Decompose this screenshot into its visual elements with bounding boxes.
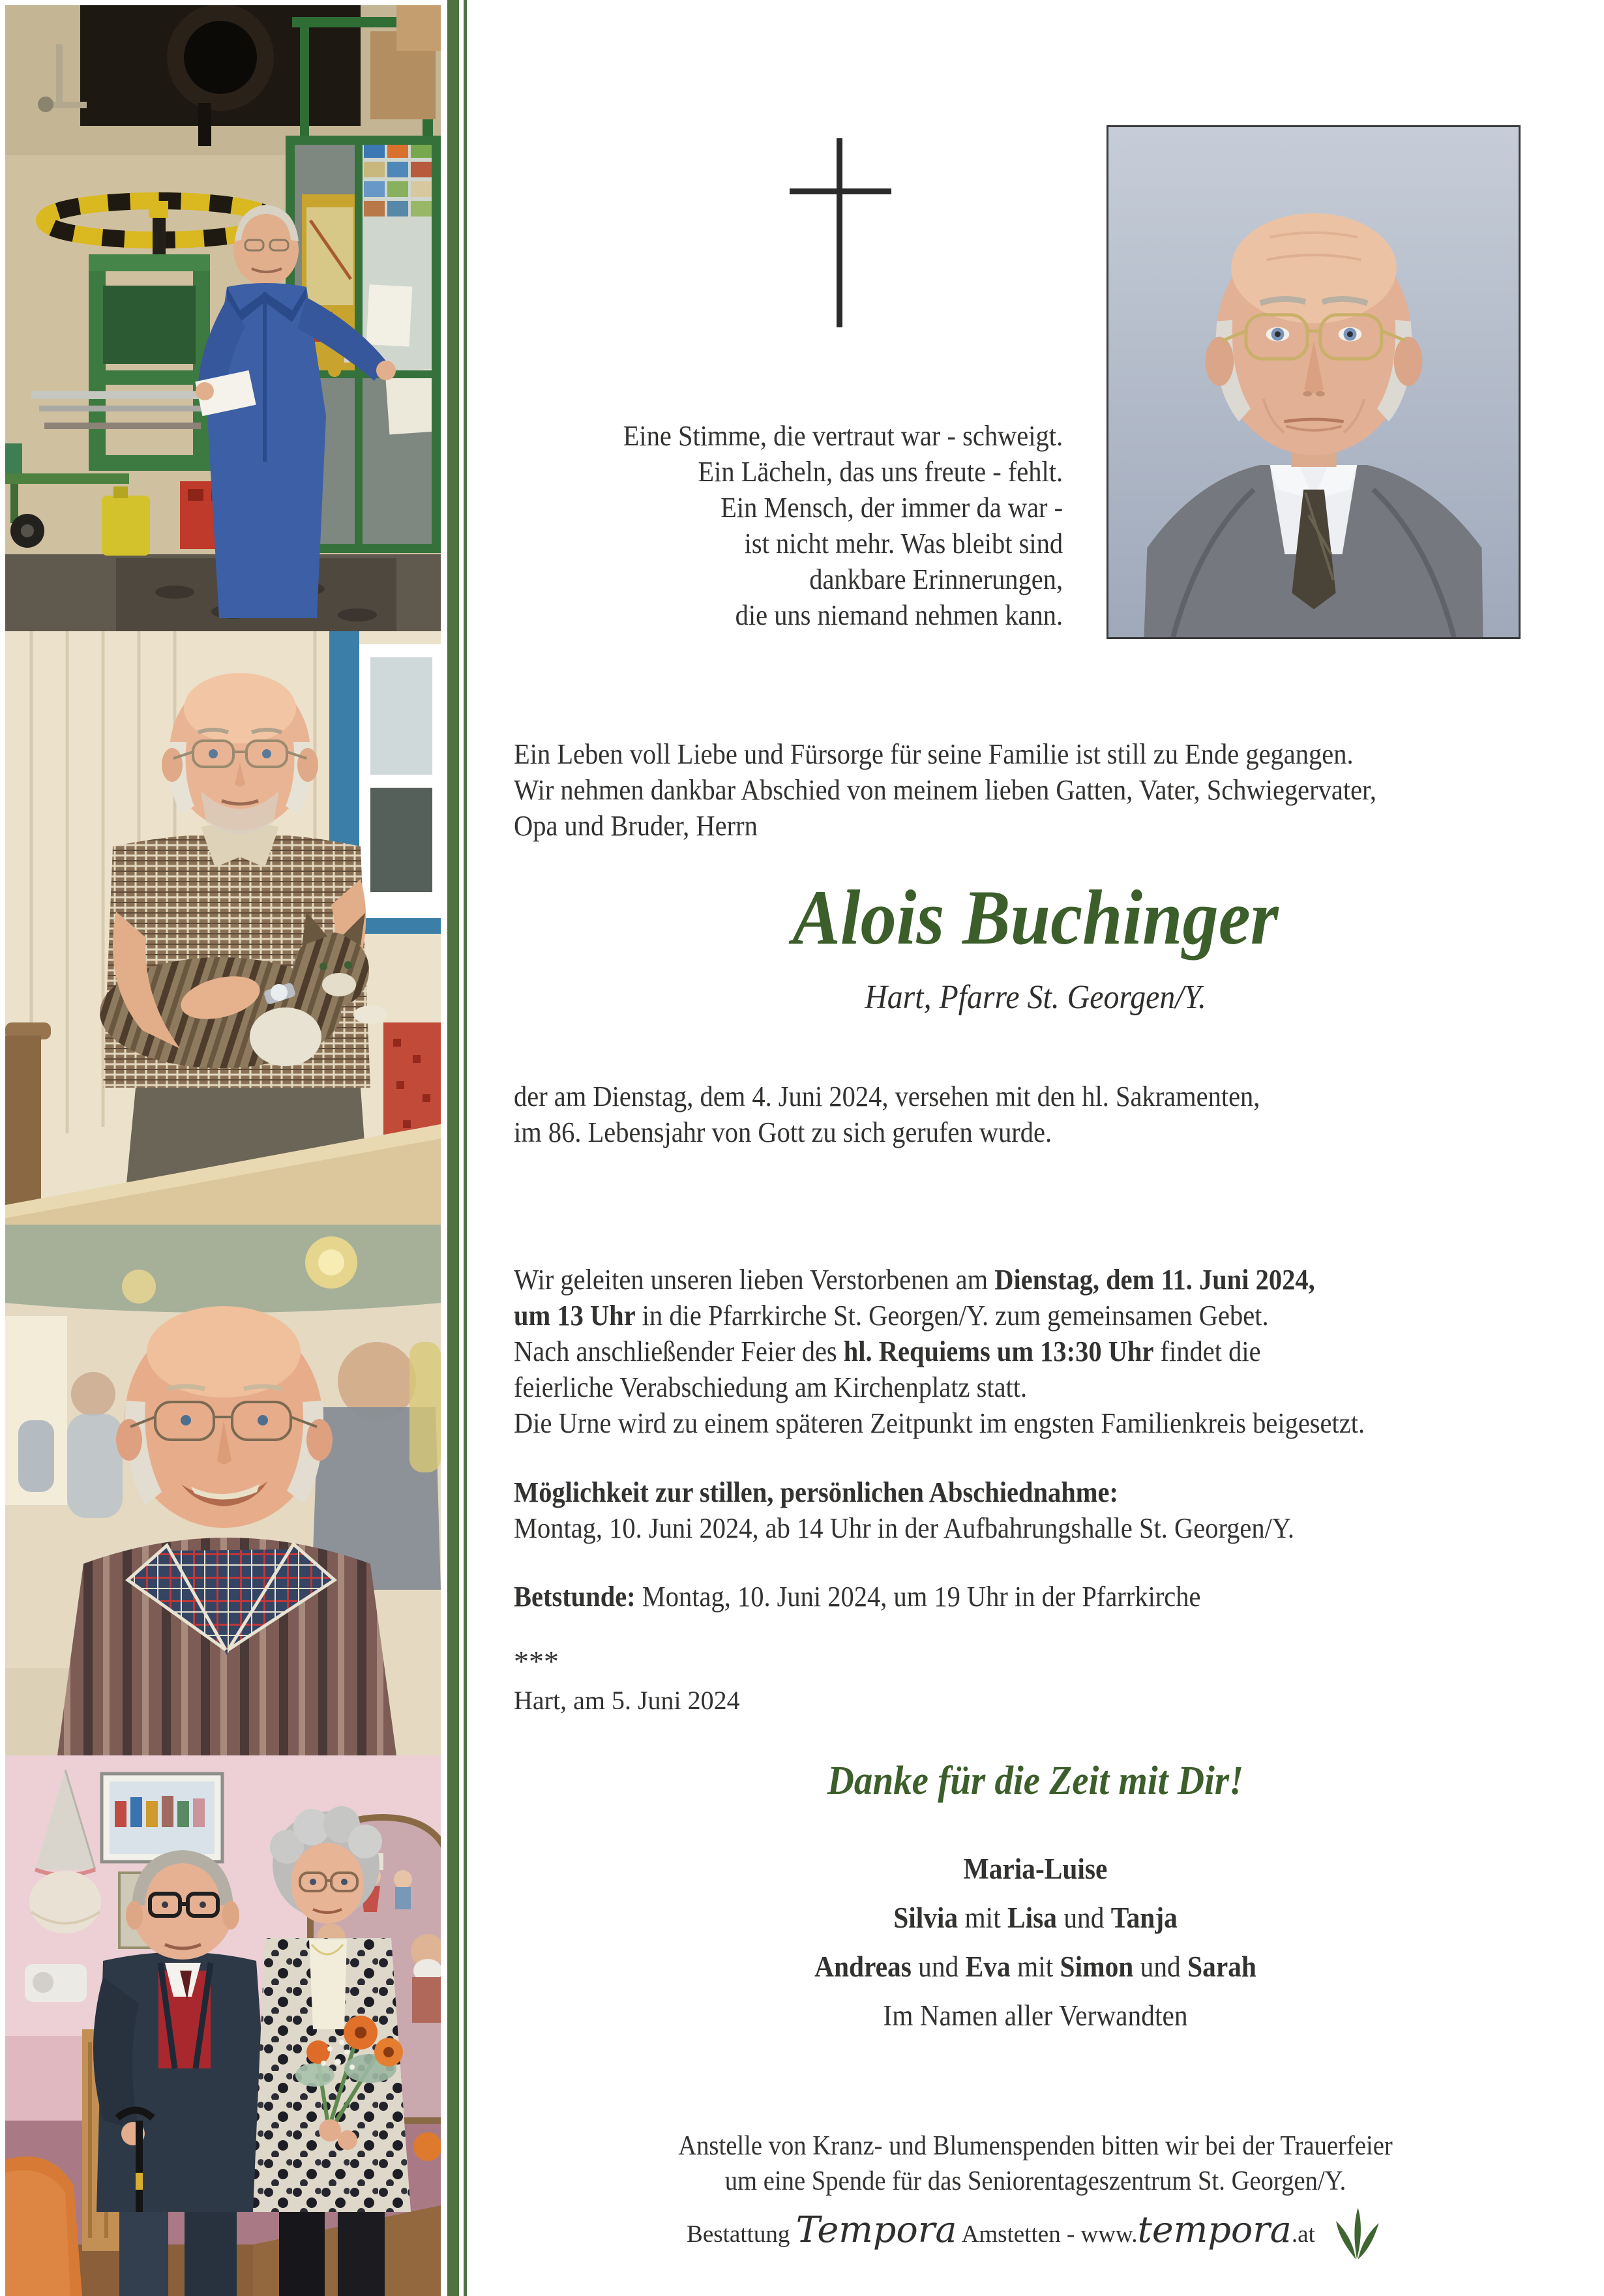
- photo-couple: [5, 1755, 441, 2296]
- cross-vertical: [837, 138, 842, 327]
- family-names: Maria-Luise Silvia mit Lisa und Tanja Andreas und Eva mit Simon und Sarah Im Namen aller Verwandten: [814, 1853, 1256, 2032]
- photo-workshop-art: [5, 5, 441, 631]
- photo-workshop: [5, 5, 441, 631]
- thanks-line: Danke für die Zeit mit Dir!: [827, 1759, 1244, 1803]
- portrait-art: [1108, 127, 1519, 637]
- photo-man-with-cat: [5, 631, 441, 1225]
- tempora-leaf-logo-icon: [1329, 2205, 1384, 2263]
- portrait-photo: [1106, 125, 1521, 639]
- vertical-divider-thin: [464, 0, 467, 2296]
- photo-couple-art: [5, 1755, 441, 2296]
- prayer-hour: Betstunde: Montag, 10. Juni 2024, um 19 Uhr in der Pfarrkirche: [514, 1581, 1201, 1613]
- photo-cat-art: [5, 631, 441, 1225]
- separator-stars: ***: [514, 1645, 559, 1678]
- vertical-divider-thick: [447, 0, 459, 2296]
- cross-horizontal: [790, 188, 891, 194]
- farewell-details: Möglichkeit zur stillen, persönlichen Abschiednahme: Montag, 10. Juni 2024, ab 14 Uhr in der Aufbahrungshalle St. Georgen/Y.: [514, 1476, 1295, 1544]
- deceased-name: Alois Buchinger: [792, 874, 1279, 961]
- photo-restaurant: [5, 1225, 441, 1755]
- donation-note: Anstelle von Kranz- und Blumenspenden bitten wir bei der Trauerfeier um eine Spende für das Seniorentageszentrum St. Georgen/Y.: [678, 2131, 1393, 2196]
- intro-paragraph: Ein Leben voll Liebe und Fürsorge für seine Familie ist still zu Ende gegangen. Wir nehmen dankbar Abschied von meinem lieben Gatten, Vater, Schwiegervater, Opa und Bruder, Herrn: [514, 738, 1377, 842]
- funeral-home-line: Bestattung Tempora Amstetten - www.tempora.at: [687, 2208, 1315, 2251]
- death-notice: der am Dienstag, dem 4. Juni 2024, versehen mit den hl. Sakramenten, im 86. Lebensjahr von Gott zu sich gerufen wurde.: [514, 1081, 1260, 1148]
- dateline: Hart, am 5. Juni 2024: [514, 1686, 740, 1715]
- footer: [467, 2205, 1604, 2263]
- photo-restaurant-art: [5, 1225, 441, 1755]
- funeral-details: Wir geleiten unseren lieben Verstorbenen am Dienstag, dem 11. Juni 2024, um 13 Uhr in die Pfarrkirche St. Georgen/Y. zum gemeinsamen Gebet. Nach anschließender Feier des hl. Requiems um 13:30 Uhr findet die feierliche Verabschiedung am Kirchenplatz statt. Die Urne wird zu einem späteren Zeitpunkt im engsten Familienkreis beigesetzt.: [514, 1264, 1365, 1439]
- memorial-poem: Eine Stimme, die vertraut war - schweigt. Ein Lächeln, das uns freute - fehlt. Ein Mensch, der immer da war - ist nicht mehr. Was bleibt sind dankbare Erinnerungen, die uns niemand nehmen kann.: [623, 420, 1063, 631]
- deceased-parish: Hart, Pfarre St. Georgen/Y.: [865, 979, 1206, 1016]
